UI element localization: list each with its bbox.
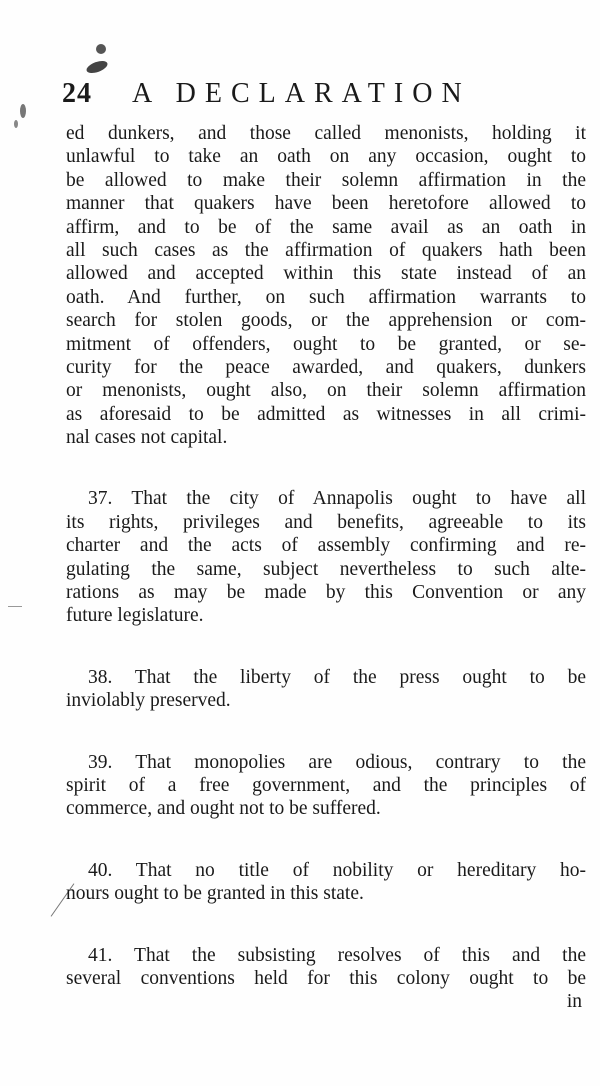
text-line: future legislature. <box>66 605 204 627</box>
text-line: rations as may be made by this Convention or any <box>66 582 586 604</box>
page-header <box>62 78 532 118</box>
ink-smudge <box>14 120 18 128</box>
text-line: its rights, privileges and benefits, agreeable to its <box>66 511 586 533</box>
text-line: 41. That the subsisting resolves of this and the <box>88 944 586 966</box>
text-line: affirm, and to be of the same avail as an oath in <box>66 216 586 238</box>
text-line: or menonists, ought also, on their solemn affirmation <box>66 380 586 402</box>
text-line: curity for the peace awarded, and quakers, dunkers <box>66 356 586 378</box>
paragraph-gap <box>66 906 586 944</box>
text-line: oath. And further, on such affirmation warrants to <box>66 286 586 308</box>
text-line: charter and the acts of assembly confirming and re- <box>66 535 586 557</box>
ink-smudge <box>85 59 109 76</box>
ink-smudge <box>96 44 106 54</box>
text-line: spirit of a free government, and the principles of <box>66 774 586 796</box>
paragraph-continuation <box>66 122 586 449</box>
text-line: search for stolen goods, or the apprehension or com- <box>66 310 586 332</box>
text-line: as aforesaid to be admitted as witnesses in all crimi- <box>66 403 586 425</box>
text-line: nal cases not capital. <box>66 427 228 449</box>
paragraph-article-37 <box>66 487 586 627</box>
paragraph-article-38 <box>66 666 586 713</box>
text-line: gulating the same, subject nevertheless to such alte- <box>66 558 586 580</box>
text-line: 40. That no title of nobility or hereditary ho- <box>88 859 586 881</box>
paragraph-gap <box>66 713 586 751</box>
catchword: in <box>566 991 582 1013</box>
text-line: mitment of offenders, ought to be granted, or se- <box>66 333 586 355</box>
ink-smudge <box>20 104 26 118</box>
page-number: 24 <box>62 78 92 109</box>
ink-stroke <box>8 606 22 607</box>
text-line: all such cases as the affirmation of quakers hath been <box>66 239 586 261</box>
paragraph-article-39 <box>66 751 586 821</box>
text-line: be allowed to make their solemn affirmation in the <box>66 169 586 191</box>
body-text <box>66 122 586 1014</box>
text-line: 39. That monopolies are odious, contrary to the <box>88 751 586 773</box>
paragraph-gap <box>66 449 586 487</box>
text-line: commerce, and ought not to be suffered. <box>66 798 381 820</box>
text-line: ed dunkers, and those called menonists, holding it <box>66 123 586 144</box>
running-head: A DECLARATION <box>132 78 471 109</box>
paragraph-gap <box>66 628 586 666</box>
text-line: manner that quakers have been heretofore allowed to <box>66 193 586 215</box>
text-line: several conventions held for this colony ought to be <box>66 967 586 989</box>
paragraph-article-40 <box>66 859 586 906</box>
paragraph-article-41 <box>66 944 586 991</box>
text-line: allowed and accepted within this state instead of an <box>66 263 586 285</box>
catchword-row <box>66 990 586 1013</box>
text-line: unlawful to take an oath on any occasion, ought to <box>66 146 586 168</box>
text-line: inviolably preserved. <box>66 690 231 712</box>
text-line: 38. That the liberty of the press ought to be <box>88 666 586 688</box>
paragraph-gap <box>66 821 586 859</box>
text-line: 37. That the city of Annapolis ought to have all <box>88 488 586 510</box>
text-line: nours ought to be granted in this state. <box>66 883 364 905</box>
